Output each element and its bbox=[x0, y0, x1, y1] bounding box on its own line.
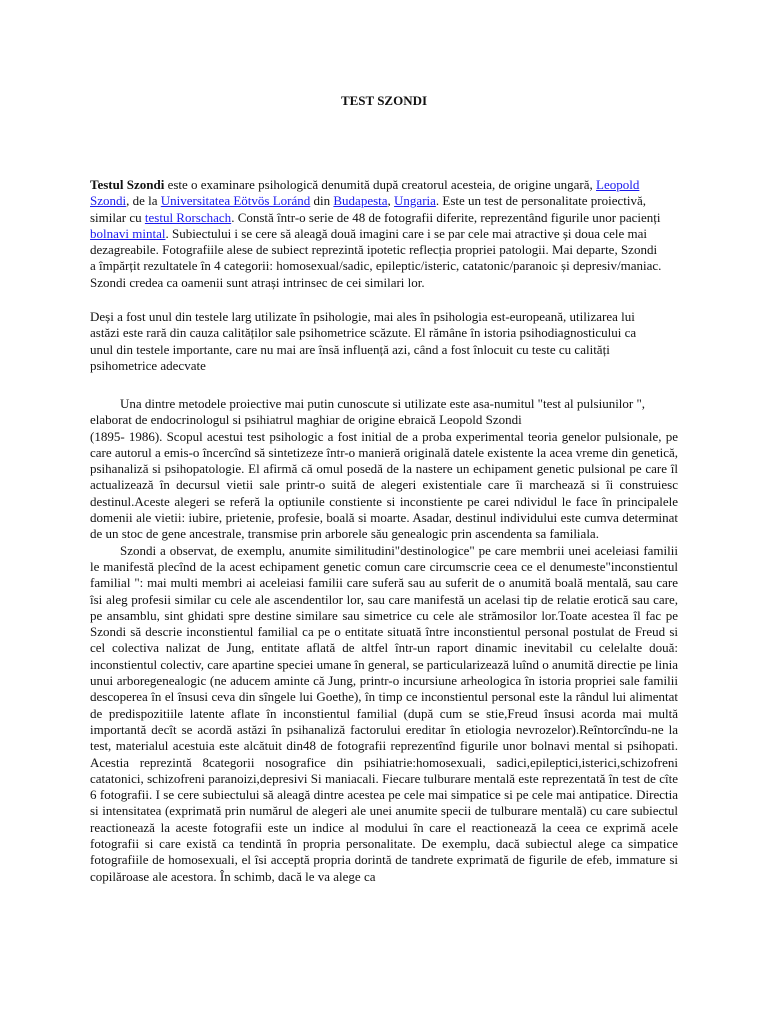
text-run: este o examinare psihologică denumită după creatorul acesteia, de origine ungară, bbox=[164, 177, 597, 192]
text-run: . Subiectului i se cere să aleagă două imagini care i se par cele mai atractive și doua cele mai dezagreabile. Fotografiile alese de subiect reprezintă ipotetic reflecția propriei patologii. Mai departe, Szondi a împărțit rezultatele în 4 categorii: homosexual/sadic, epileptic/isteric, catatonic/paranoic și depresiv/maniac. Szondi credea ca oamenii sunt atrași intrinsec de cei similari lor. bbox=[90, 225, 662, 290]
paragraph-method-body: (1895- 1986). Scopul acestui test psihologic a fost initial de a proba experimental teoria genelor pulsionale, pe care autorul a emis-o încercînd să sintetizeze într-o manieră originală datele existente la acea vreme din genetică, psihanaliză si psihopatologie. El afirmă că omul posedă de la nastere un echipament genetic pulsional pe care îl actualizează în decursul vietii sale printr-o suită de alegeri existentiale care îi marchează si îi construiesc destinul.Aceste alegeri se referă la optiunile constiente si inconstiente pe carei ndividul le face în principalele domenii ale vietii: iubire, prietenie, profesie, boală si moarte. Asadar, destinul individului este cumva determinat de un stoc de gene ancestrale, transmise prin arborele său genealogic prin ascendenta sa familiala. bbox=[90, 428, 678, 542]
text-run: , bbox=[387, 193, 395, 209]
paragraph-usage: Deși a fost unul din testele larg utilizate în psihologie, mai ales în psihologia est-europeană, utilizarea lui astăzi este rară din cauza calităților sale psihometrice scăzute. El rămâne în istoria psihodiagnosticului ca unul din testele importante, care nu mai are însă influență azi, când a fost înlocuit cu teste cu calități psihometrice adecvate bbox=[90, 309, 637, 373]
link-universitatea[interactable]: Universitatea Eötvös Loránd bbox=[160, 193, 311, 209]
paragraph-method-intro: Una dintre metodele proiective mai putin cunoscute si utilizate este asa-numitul "test al pulsiunilor ", elaborat de endocrinologul si psihiatrul maghiar de origine ebraică Leopold Szondi bbox=[90, 396, 646, 428]
text-run: din bbox=[310, 193, 334, 209]
term-bold: Testul Szondi bbox=[90, 177, 165, 192]
text-run: . Este un test de personalitate proiectivă, similar cu bbox=[90, 193, 647, 225]
link-budapesta[interactable]: Budapesta bbox=[333, 193, 388, 209]
link-ungaria[interactable]: Ungaria bbox=[394, 193, 436, 209]
link-testul-rorschach[interactable]: testul Rorschach bbox=[144, 209, 232, 225]
text-run: , de la bbox=[126, 193, 161, 209]
page-title: TEST SZONDI bbox=[340, 93, 428, 108]
link-leopold-szondi[interactable]: Leopold Szondi bbox=[90, 177, 640, 209]
text-run: . Constă într-o serie de 48 de fotografii diferite, reprezentând figurile unor pacienți bbox=[231, 209, 661, 225]
paragraph-method-observations: Szondi a observat, de exemplu, anumite similitudini"destinologice" pe care membrii unei aceleiasi familii le manifestă plecînd de la acest echipament genetic comun care circumscrie ceea ce el denumeste"inconstientul familial ": mai multi membri ai aceleiasi familii care suferă sau au suferit de o anumită boală mentală, sau care îsi aleg profesii similar cu cele ale ascendentilor lor, sau care manifestă un acelasi tip de relatie erotică sau care, pe ansamblu, sint ghidati spre destine similare sau simetrice cu cele ale strămosilor lor.Toate acestea îl fac pe Szondi să descrie inconstientul familial ca pe o entitate situată între inconstientul personal postulat de Freud si cel colectiva nalizat de Jung, entitate aflată de altfel într-un raport dinamic inevitabil cu celelalte două: inconstientul colectiv, care apartine speciei umane în general, se particularizează luînd o anumită directie pe linia unui arboregenealogic (ne aducem aminte că Jung, printr-o incursiune arheologica în istoria propriei sale familii descoperea în el însusi ceva din sîngele lui Goethe), în timp ce inconstientul personal este la rândul lui alimentat de predispozitiile latente aflate în inconstientul familial (după cum se stie,Freud însusi acorda mai multă importantă decît se acordă astăzi în psihanaliză factorului ereditar în etiologia nevrozelor).Reîntorcîndu-ne la test, materialul acestuia este alcătuit din48 de fotografii reprezentînd figurile unor bolnavi mental si psihopati. Acestia reprezintă 8categorii nosografice din psihiatrie:homosexuali, sadici,epileptici,isterici,schizofreni catatonici, schizofreni paranoizi,depresivi Si maniacali. Fiecare tulburare mentală este reprezentată în test de cîte 6 fotografii. I se cere subiectului să aleagă dintre acestea pe cele mai simpatice si pe cele mai antipatice. Directia si intensitatea (exprimată prin numărul de alegeri ale unei anumite specii de tulburare mentală) cu care subiectul reactionează la aceste fotografii este un indice al modului în care el reactionează la ceea ce exprimă acele fotografii si care există ca tendintă în propria personalitate. De exemplu, dacă subiectul alege ca simpatice fotografiile de homosexuali, el îsi acceptă propria dorintă de tandrete exprimată de figurile de efeb, immature si copilăroase ale acestora. În schimb, dacă le va alege ca bbox=[90, 542, 678, 884]
paragraph-intro bbox=[90, 177, 662, 291]
link-bolnavi-mintal[interactable]: bolnavi mintal bbox=[90, 225, 166, 241]
paragraph-szondi-method bbox=[90, 396, 678, 885]
